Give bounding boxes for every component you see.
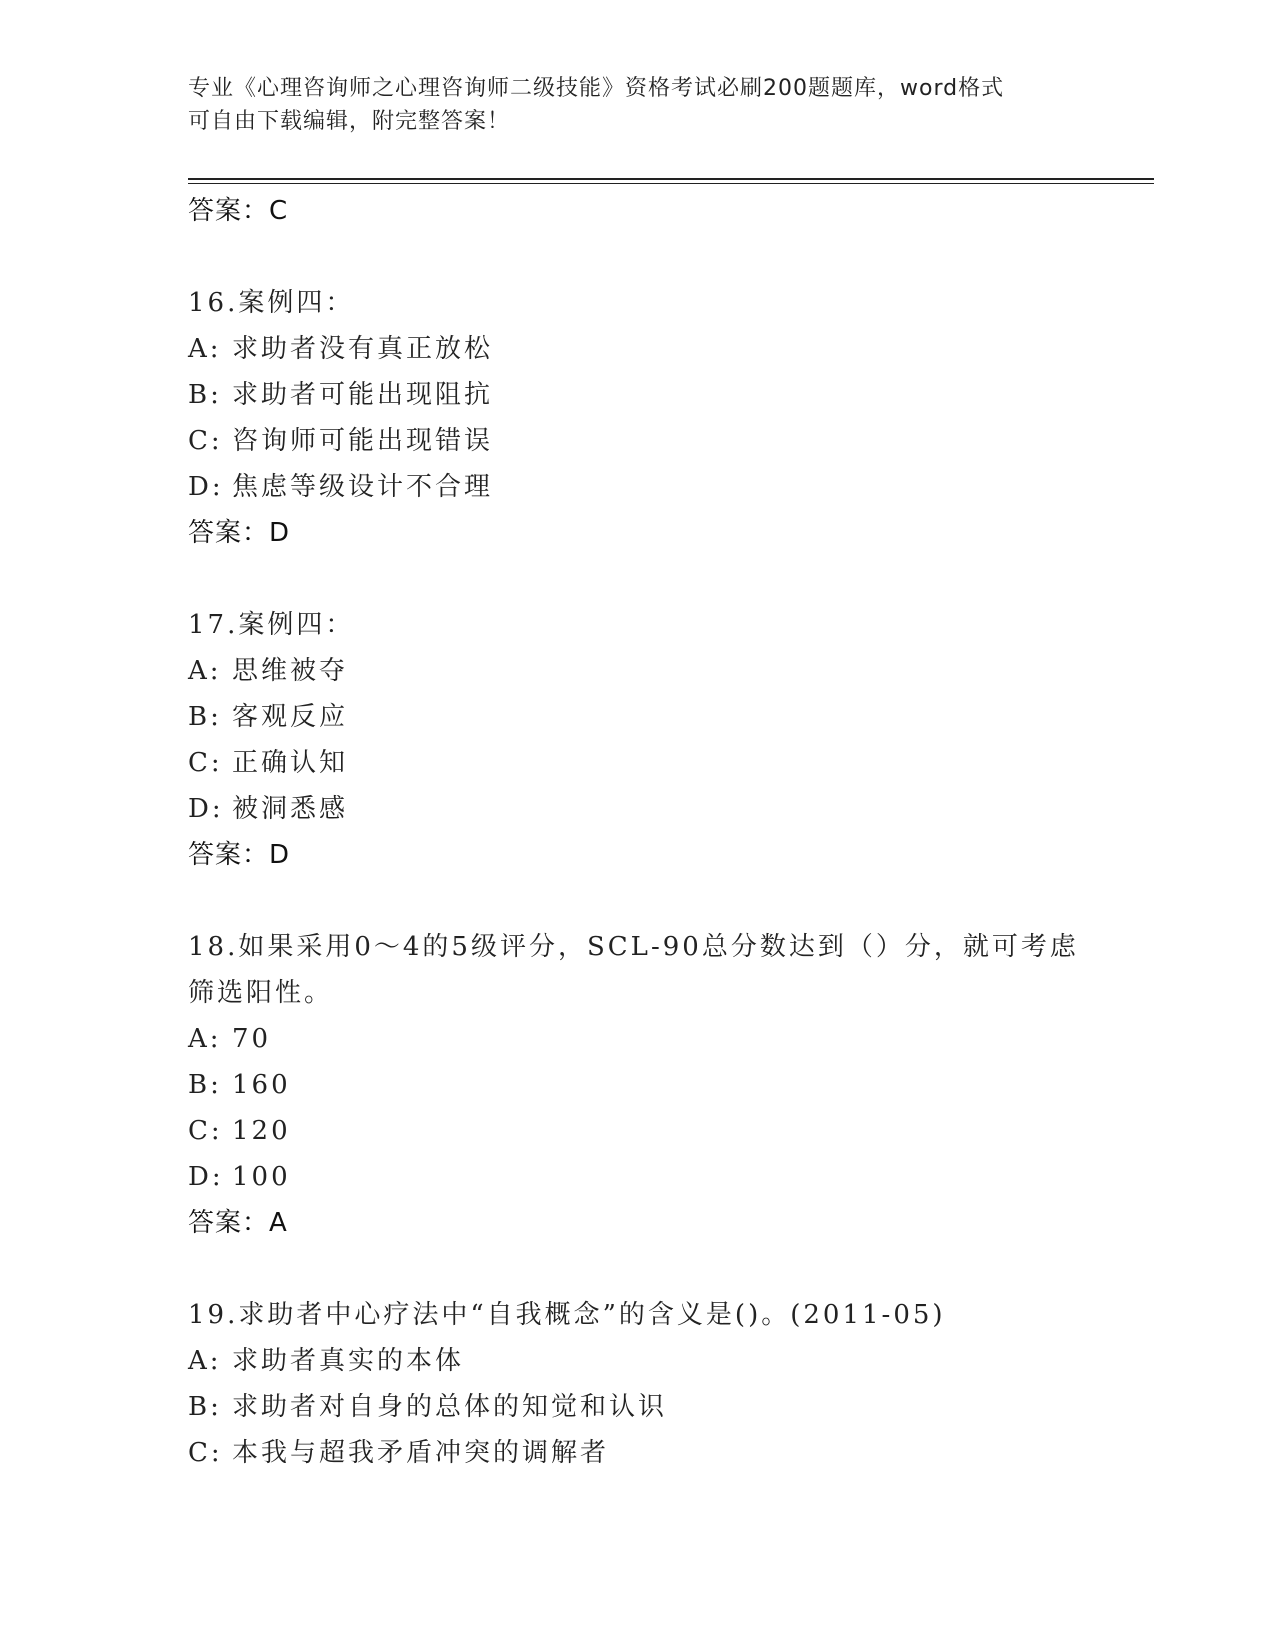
option-letter: C: bbox=[188, 748, 223, 778]
option-text: 求助者没有真正放松 bbox=[232, 334, 494, 364]
option-letter: C: bbox=[188, 1116, 223, 1146]
option-text: 70 bbox=[232, 1024, 272, 1054]
option-letter: B: bbox=[188, 1070, 222, 1100]
option-b bbox=[188, 1062, 1088, 1108]
option-text: 客观反应 bbox=[232, 702, 349, 732]
answer-line: 答案：D bbox=[188, 840, 291, 870]
option-letter: D: bbox=[188, 472, 224, 502]
header-divider bbox=[188, 178, 1154, 180]
question-item bbox=[188, 924, 1088, 1246]
question-item bbox=[188, 280, 1088, 556]
option-text: 100 bbox=[232, 1162, 291, 1192]
question-item bbox=[188, 602, 1088, 878]
option-b bbox=[188, 1384, 1088, 1430]
option-letter: A: bbox=[188, 1024, 222, 1054]
option-b bbox=[188, 694, 1088, 740]
option-letter: B: bbox=[188, 1392, 222, 1422]
question-text: 16.案例四： bbox=[188, 288, 355, 318]
option-text: 求助者真实的本体 bbox=[232, 1346, 465, 1376]
option-text: 本我与超我矛盾冲突的调解者 bbox=[232, 1438, 610, 1468]
option-letter: D: bbox=[188, 1162, 224, 1192]
option-text: 正确认知 bbox=[232, 748, 349, 778]
question-text: 19.求助者中心疗法中“自我概念”的含义是()。(2011-05) bbox=[188, 1300, 946, 1330]
header-line-2: 可自由下载编辑，附完整答案！ bbox=[188, 109, 511, 134]
option-a bbox=[188, 1338, 1088, 1384]
option-letter: D: bbox=[188, 794, 224, 824]
option-a bbox=[188, 326, 1088, 372]
option-letter: B: bbox=[188, 702, 222, 732]
option-c bbox=[188, 418, 1088, 464]
option-text: 160 bbox=[232, 1070, 291, 1100]
option-c bbox=[188, 740, 1088, 786]
answer-line: 答案：D bbox=[188, 518, 291, 548]
option-text: 120 bbox=[232, 1116, 291, 1146]
question-list bbox=[188, 188, 1088, 1476]
option-text: 咨询师可能出现错误 bbox=[232, 426, 494, 456]
question-text: 17.案例四： bbox=[188, 610, 355, 640]
answer-line: 答案：C bbox=[188, 196, 289, 226]
option-letter: C: bbox=[188, 426, 223, 456]
question-item bbox=[188, 1292, 1088, 1476]
header-line-1: 专业《心理咨询师之心理咨询师二级技能》资格考试必刷200题题库，word格式 bbox=[188, 76, 1005, 101]
option-a bbox=[188, 1016, 1088, 1062]
option-letter: A: bbox=[188, 656, 222, 686]
option-letter: B: bbox=[188, 380, 222, 410]
option-c bbox=[188, 1430, 1088, 1476]
option-text: 思维被夺 bbox=[232, 656, 349, 686]
question-text: 18.如果采用0～4的5级评分，SCL-90总分数达到（）分，就可考虑筛选阳性。 bbox=[188, 932, 1079, 1008]
option-text: 求助者可能出现阻抗 bbox=[232, 380, 494, 410]
option-b bbox=[188, 372, 1088, 418]
answer-line: 答案：A bbox=[188, 1208, 288, 1238]
option-a bbox=[188, 648, 1088, 694]
option-d bbox=[188, 464, 1088, 510]
option-text: 被洞悉感 bbox=[232, 794, 349, 824]
option-c bbox=[188, 1108, 1088, 1154]
option-letter: A: bbox=[188, 1346, 222, 1376]
option-d bbox=[188, 1154, 1088, 1200]
option-letter: A: bbox=[188, 334, 222, 364]
option-letter: C: bbox=[188, 1438, 223, 1468]
option-text: 焦虑等级设计不合理 bbox=[232, 472, 494, 502]
document-header bbox=[188, 72, 1068, 138]
header-divider-thin bbox=[188, 183, 1154, 184]
option-text: 求助者对自身的总体的知觉和认识 bbox=[232, 1392, 668, 1422]
option-d bbox=[188, 786, 1088, 832]
